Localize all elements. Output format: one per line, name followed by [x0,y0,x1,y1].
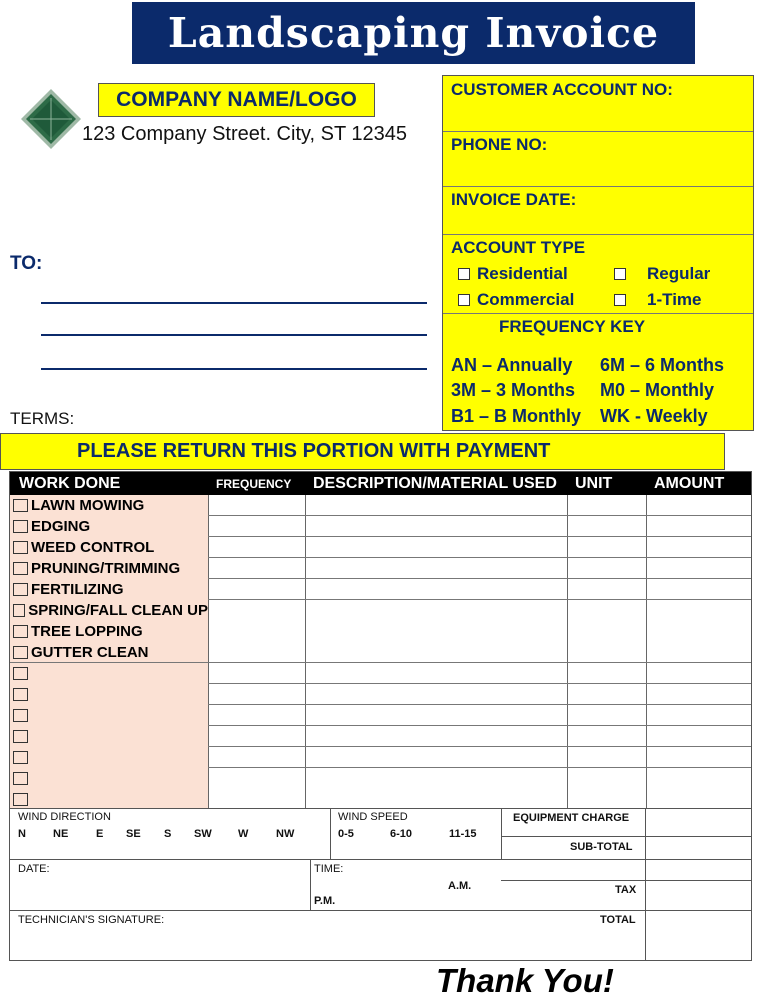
frequency-key-item: 3M – 3 Months [451,380,576,400]
to-address-line[interactable] [41,368,427,370]
service-row-blank[interactable] [10,768,208,789]
invoice-date-label: INVOICE DATE: [451,190,577,209]
service-row-lawn-mowing[interactable] [10,495,208,516]
pm-option[interactable]: P.M. [314,895,336,907]
time-field[interactable] [310,859,502,911]
wind-direction-box [9,808,331,860]
work-table [9,471,752,809]
frequency-key-item: B1 – B Monthly [451,406,582,426]
service-label: GUTTER CLEAN [31,644,149,661]
column-divider [208,495,209,808]
frequency-key-item: AN – Annually [451,355,573,375]
row-divider [208,683,751,684]
row-divider [208,599,751,600]
company-name: COMPANY NAME/LOGO [98,83,375,117]
checkbox-icon[interactable] [13,751,28,764]
subtotal-label: SUB-TOTAL [570,841,633,853]
title-banner [132,2,695,64]
wind-direction-s[interactable]: S [164,828,172,840]
invoice-date-field[interactable] [443,187,753,235]
service-label: FERTILIZING [31,581,124,598]
frequency-key-item: WK - Weekly [600,406,708,426]
to-label: TO: [10,253,43,274]
service-label: WEED CONTROL [31,539,155,556]
checkbox-icon[interactable] [13,730,28,743]
service-row-fertilizing[interactable] [10,579,208,600]
equipment-charge-label: EQUIPMENT CHARGE [513,812,630,824]
company-address: 123 Company Street. City, ST 12345 [82,123,407,145]
row-divider [208,578,751,579]
date-field[interactable] [9,859,311,911]
work-table-header [10,472,751,495]
checkbox-icon[interactable] [614,294,626,306]
totals-row-line [501,859,751,860]
service-row-spring-fall-clean-up[interactable] [10,600,208,621]
service-row-tree-lopping[interactable] [10,621,208,642]
checkbox-icon[interactable] [13,667,28,680]
frequency-key-item: M0 – Monthly [600,380,715,400]
service-row-pruning-trimming[interactable] [10,558,208,579]
wind-direction-w[interactable]: W [238,828,249,840]
account-type-regular[interactable] [614,264,710,284]
service-row-blank[interactable] [10,747,208,768]
wind-speed-option[interactable]: 0-5 [338,828,354,840]
checkbox-icon[interactable] [13,625,28,638]
row-divider [208,515,751,516]
to-address-line[interactable] [41,334,427,336]
tax-field[interactable] [646,881,750,909]
commercial-label: Commercial [477,290,575,309]
checkbox-icon[interactable] [13,646,28,659]
one-time-label: 1-Time [647,290,702,309]
service-row-blank[interactable] [10,705,208,726]
checkbox-icon[interactable] [13,793,28,806]
row-divider [208,746,751,747]
totals-box [501,808,752,961]
account-no-field[interactable] [443,76,753,132]
row-divider [208,536,751,537]
tax-label: TAX [615,884,637,896]
checkbox-icon[interactable] [13,520,28,533]
date-label: DATE: [18,863,50,875]
wind-direction-label: WIND DIRECTION [18,811,111,823]
checkbox-icon[interactable] [13,499,28,512]
column-divider [567,495,568,808]
company-logo-icon [20,88,82,150]
column-divider [305,495,306,808]
residential-label: Residential [477,264,568,283]
wind-speed-label: WIND SPEED [338,811,408,823]
checkbox-icon[interactable] [13,772,28,785]
account-type-one-time[interactable] [614,290,702,310]
checkbox-icon[interactable] [13,709,28,722]
regular-label: Regular [647,264,711,283]
checkbox-icon[interactable] [13,541,28,554]
wind-direction-e[interactable]: E [96,828,104,840]
service-row-blank[interactable] [10,684,208,705]
service-label: TREE LOPPING [31,623,143,640]
service-label: PRUNING/TRIMMING [31,560,181,577]
checkbox-icon[interactable] [458,294,470,306]
header-work-done: WORK DONE [19,474,121,492]
phone-label: PHONE NO: [451,135,548,154]
header-description: DESCRIPTION/MATERIAL USED [313,474,557,492]
checkbox-icon[interactable] [13,583,28,596]
subtotal-field[interactable] [646,837,750,858]
account-no-label: CUSTOMER ACCOUNT NO: [451,80,673,99]
column-divider [646,495,647,808]
header-unit: UNIT [575,474,613,492]
wind-speed-box [330,808,502,860]
service-row-blank[interactable] [10,789,208,810]
am-option[interactable]: A.M. [448,880,472,892]
wind-speed-option[interactable]: 11-15 [449,828,477,840]
service-label: EDGING [31,518,91,535]
total-label: TOTAL [600,914,636,926]
service-label: SPRING/FALL CLEAN UP [28,602,208,619]
checkbox-icon[interactable] [614,268,626,280]
return-portion-banner [0,433,725,470]
checkbox-icon[interactable] [458,268,470,280]
wind-speed-option[interactable]: 6-10 [390,828,413,840]
wind-direction-se[interactable]: SE [126,828,141,840]
checkbox-icon[interactable] [13,604,25,617]
header-frequency: FREQUENCY [216,476,292,491]
service-row-gutter-clean[interactable] [10,642,208,663]
service-row-blank[interactable] [10,726,208,747]
total-field[interactable] [646,911,750,959]
invoice-title: Landscaping Invoice [167,9,660,57]
terms-label: TERMS: [10,409,75,428]
checkbox-icon[interactable] [13,688,28,701]
account-type-commercial[interactable] [458,290,574,310]
service-row-blank[interactable] [10,663,208,684]
account-type-label: ACCOUNT TYPE [451,238,586,257]
to-address-line[interactable] [41,302,427,304]
return-banner-text: PLEASE RETURN THIS PORTION WITH PAYMENT [77,440,551,462]
account-type-section [443,235,753,314]
wind-direction-ne[interactable]: NE [53,828,69,840]
account-type-residential[interactable] [458,264,568,284]
header-amount: AMOUNT [654,474,725,492]
row-divider [208,725,751,726]
technician-signature-field[interactable] [9,910,502,961]
wind-direction-sw[interactable]: SW [194,828,212,840]
frequency-key-title: FREQUENCY KEY [499,317,646,336]
wind-direction-n[interactable]: N [18,828,26,840]
time-label: TIME: [314,863,344,875]
checkbox-icon[interactable] [13,562,28,575]
equipment-charge-field[interactable] [646,809,750,835]
row-divider [208,557,751,558]
phone-field[interactable] [443,132,753,187]
row-divider [208,767,751,768]
frequency-key-item: 6M – 6 Months [600,355,725,375]
customer-info-panel [442,75,754,431]
row-divider [208,704,751,705]
wind-direction-nw[interactable]: NW [276,828,295,840]
service-row-edging[interactable] [10,516,208,537]
service-label: LAWN MOWING [31,497,145,514]
service-row-weed-control[interactable] [10,537,208,558]
technician-signature-label: TECHNICIAN'S SIGNATURE: [18,914,165,926]
thank-you-text: Thank You! [436,962,614,999]
